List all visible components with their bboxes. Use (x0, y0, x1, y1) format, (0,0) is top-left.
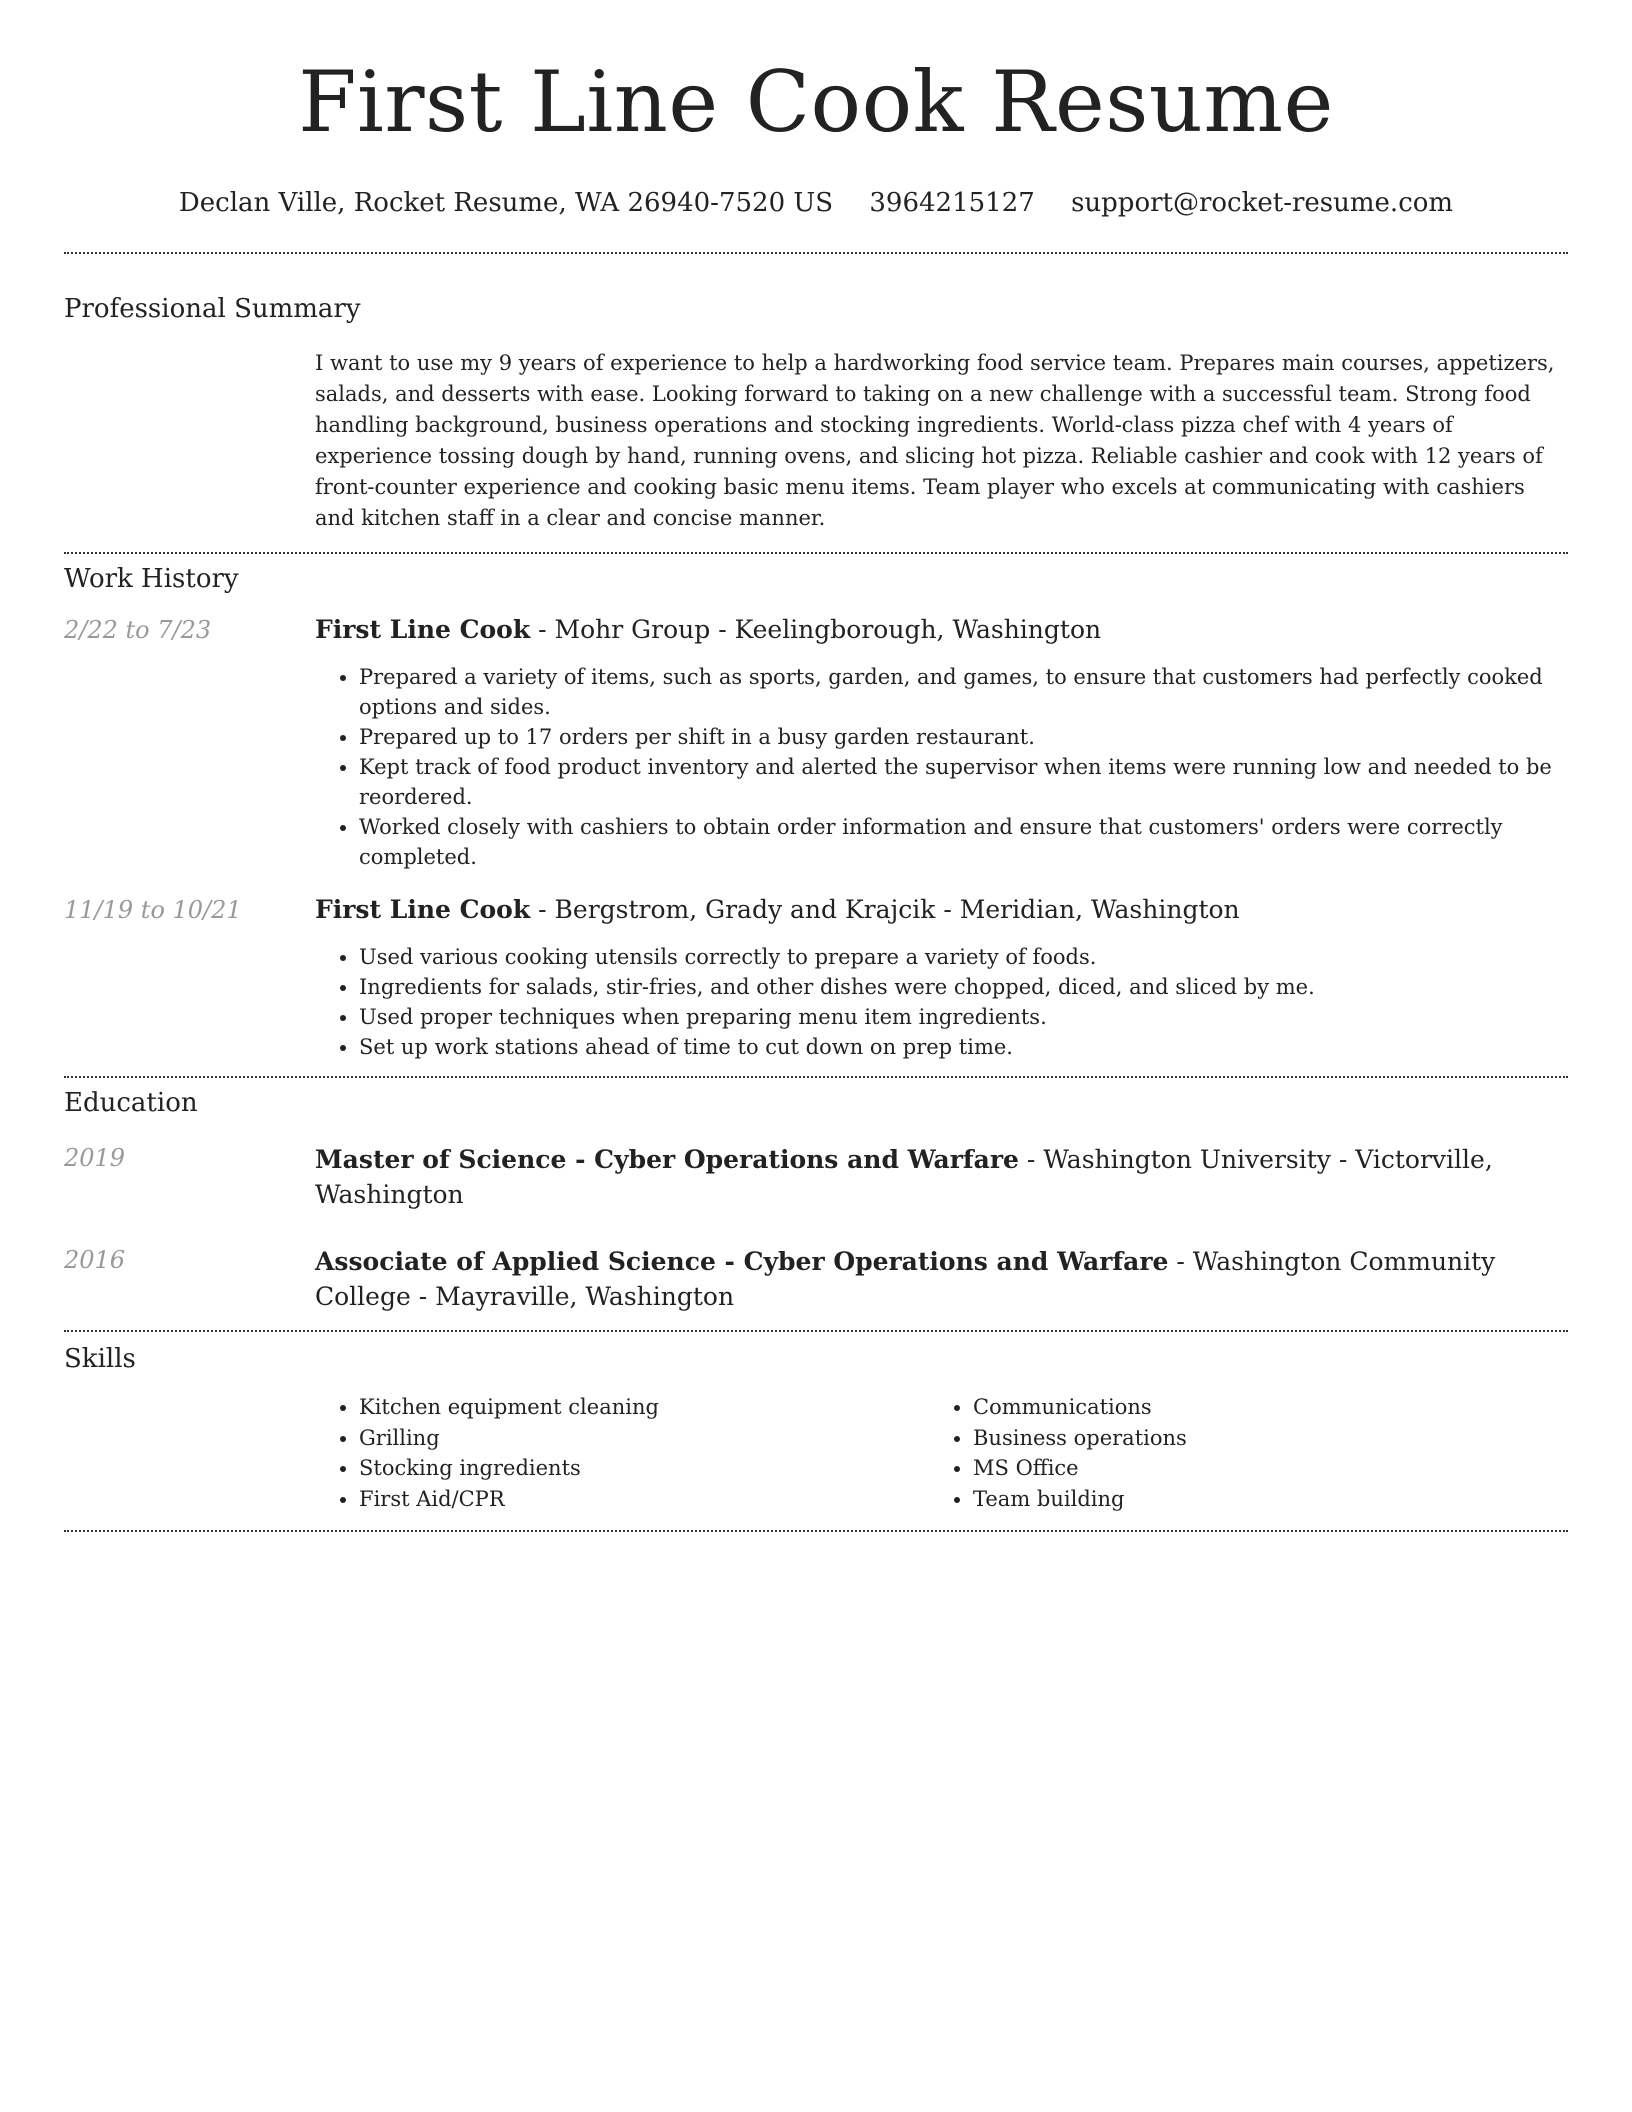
job-bullets (315, 942, 1568, 1062)
education-entry (64, 1142, 1568, 1212)
education-heading (315, 1244, 1568, 1314)
job-role: First Line Cook (315, 895, 531, 924)
section-heading-skills: Skills (64, 1344, 136, 1374)
work-history-section (64, 554, 1568, 1062)
skills-columns (315, 1392, 1568, 1514)
list-item: • Communications (973, 1392, 1543, 1423)
section-divider (64, 1530, 1568, 1532)
list-item: • Prepared up to 17 orders per shift in a busy garden restaurant. (359, 722, 1568, 752)
education-degree: Master of Science - Cyber Operations and Warfare (315, 1145, 1019, 1174)
job-heading (315, 894, 1568, 926)
list-item: • Prepared a variety of items, such as sports, garden, and games, to ensure that customers had perfectly cooked options and sides. (359, 662, 1568, 722)
contact-email: support@rocket-resume.com (1071, 188, 1454, 218)
resume-page (64, 0, 1568, 1532)
education-school: - Washington University - Victorville, Washington (315, 1145, 1493, 1209)
list-item: • Team building (973, 1484, 1543, 1515)
section-heading-education: Education (64, 1088, 198, 1118)
contact-phone: 3964215127 (869, 188, 1035, 218)
education-degree: Associate of Applied Science - Cyber Operations and Warfare (315, 1247, 1169, 1276)
list-item: • First Aid/CPR (359, 1484, 929, 1515)
list-item: • Grilling (359, 1423, 929, 1454)
page-title: First Line Cook Resume (298, 53, 1334, 151)
list-item: • Worked closely with cashiers to obtain order information and ensure that customers' orders were correctly completed. (359, 812, 1568, 872)
education-section (64, 1078, 1568, 1314)
education-heading (315, 1142, 1568, 1212)
skills-section (64, 1332, 1568, 1514)
summary-text: I want to use my 9 years of experience to help a hardworking food service team. Prepares main courses, appetizers, salads, and desserts with ease. Looking forward to taking on a new challenge with a successful team. Strong food handling background, business operations and stocking ingredients. World-class pizza chef with 4 years of experience tossing dough by hand, running ovens, and slicing hot pizza. Reliable cashier and cook with 12 years of front-counter experience and cooking basic menu items. Team player who excels at communicating with cashiers and kitchen staff in a clear and concise manner. (315, 351, 1555, 530)
list-item: • Ingredients for salads, stir-fries, and other dishes were chopped, diced, and sliced by me. (359, 972, 1568, 1002)
list-item: • Used various cooking utensils correctly to prepare a variety of foods. (359, 942, 1568, 972)
job-entry (64, 894, 1568, 1062)
job-heading (315, 614, 1568, 646)
job-entry (64, 614, 1568, 872)
job-dates: 11/19 to 10/21 (64, 896, 242, 924)
education-school: - Washington Community College - Mayraville, Washington (315, 1247, 1496, 1311)
education-year: 2019 (64, 1144, 126, 1172)
job-bullets (315, 662, 1568, 872)
job-employer: - Bergstrom, Grady and Krajcik - Meridian, Washington (530, 895, 1240, 924)
section-heading-work-history: Work History (64, 564, 239, 594)
list-item: • MS Office (973, 1453, 1543, 1484)
skills-column-right (929, 1392, 1543, 1514)
education-year: 2016 (64, 1246, 126, 1274)
education-entry (64, 1244, 1568, 1314)
list-item: • Kitchen equipment cleaning (359, 1392, 929, 1423)
contact-address: Declan Ville, Rocket Resume, WA 26940-7520 US (178, 188, 834, 218)
list-item: • Stocking ingredients (359, 1453, 929, 1484)
list-item: • Kept track of food product inventory and alerted the supervisor when items were running low and needed to be reordered. (359, 752, 1568, 812)
summary-section (64, 254, 1568, 534)
job-employer: - Mohr Group - Keelingborough, Washington (530, 615, 1102, 644)
list-item: • Used proper techniques when preparing menu item ingredients. (359, 1002, 1568, 1032)
list-item: • Set up work stations ahead of time to cut down on prep time. (359, 1032, 1568, 1062)
list-item: • Business operations (973, 1423, 1543, 1454)
section-heading-summary: Professional Summary (64, 294, 361, 324)
skills-column-left (315, 1392, 929, 1514)
contact-info (64, 188, 1568, 218)
job-role: First Line Cook (315, 615, 531, 644)
job-dates: 2/22 to 7/23 (64, 616, 212, 644)
